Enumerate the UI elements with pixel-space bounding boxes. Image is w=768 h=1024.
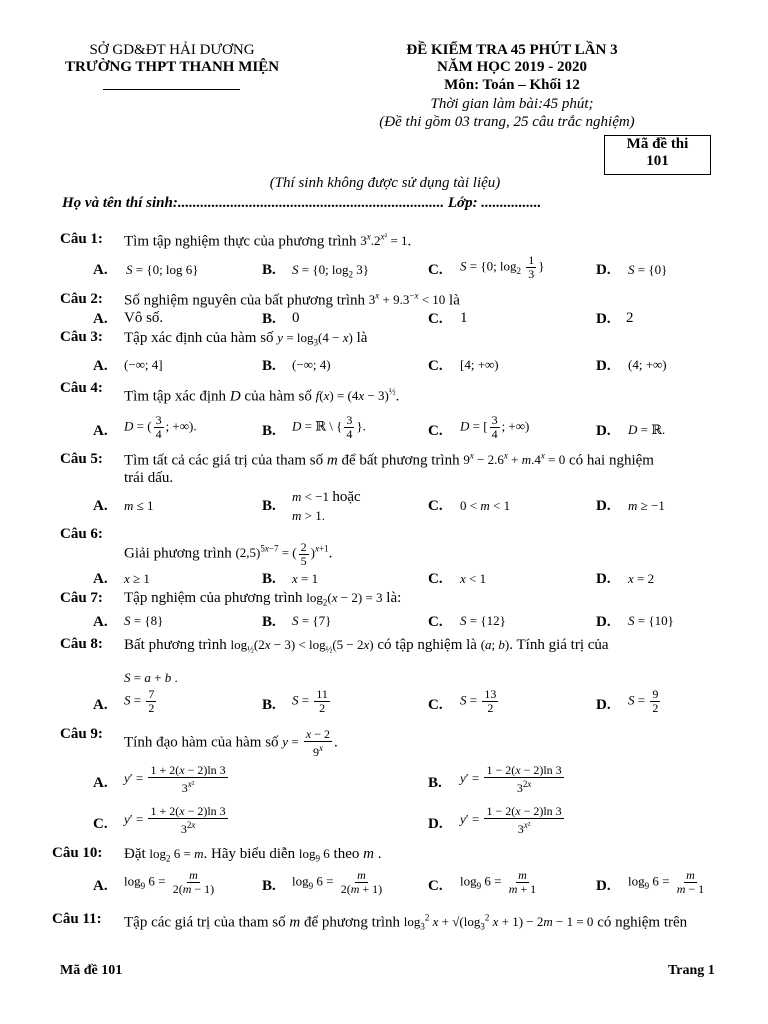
option-b-label: B. [262,498,276,514]
question-text: Tìm tập nghiệm thực của phương trình $3^x.2^{x^2} = 1$. [124,232,412,250]
option-c-label: C. [428,697,443,713]
school-name: TRƯỜNG THPT THANH MIỆN [64,59,280,75]
option-a: S = $\frac{7}{2}$ [124,687,155,715]
option-d-label: D. [596,571,611,587]
option-c-label: C. [428,262,443,278]
notice: (Thí sinh không được sử dụng tài liệu) [269,175,501,191]
question-label: Câu 2: [60,291,103,307]
option-d-label: D. [596,614,611,630]
option-d-label: D. [428,816,443,832]
option-b: y′ = $\frac{1 - 2(x - 2)\ln 3}{3^{2x}}$ [460,763,562,795]
option-b: m < −1 hoặc [292,489,361,505]
exam-title: ĐỀ KIỂM TRA 45 PHÚT LẦN 3 [406,42,618,58]
option-d: x = 2 [628,571,655,586]
option-d: $\log_9 6$ = $\frac{m}{m - 1}$ [628,868,705,896]
exam-code: 101 [646,153,669,169]
option-a: D = ( $\frac{3}{4}$ ; +∞). [124,413,197,441]
option-c: D = [ $\frac{3}{4}$ ; +∞) [460,413,530,441]
school-year: NĂM HỌC 2019 - 2020 [437,59,587,75]
option-c-label: C. [428,358,443,374]
option-d: S = $\frac{9}{2}$ [628,687,659,715]
question-text: Số nghiệm nguyên của bất phương trình $3^x + 9.3^{-x} < 10$ là [124,291,460,309]
footer-exam-code: Mã đề 101 [60,963,123,978]
option-d: S = {10} [628,613,674,628]
question-label: Câu 1: [60,231,103,247]
option-c: S = {0; $\log_2$ $\frac{1}{3}$ } [460,253,545,281]
option-b-label: B. [262,262,276,278]
option-c: y′ = $\frac{1 + 2(x - 2)\ln 3}{3^{2x}}$ [124,804,226,836]
question-label: Câu 3: [60,329,103,345]
candidate-name-line: Họ và tên thí sinh:....................................................................... Lớp: ................ [62,195,542,211]
option-a: (−∞; 4] [124,357,163,372]
option-d-label: D. [596,358,611,374]
footer-page-number: Trang 1 [668,963,715,978]
option-d-label: D. [596,498,611,514]
option-a: y′ = $\frac{1 + 2(x - 2)\ln 3}{3^{x^2}}$ [124,763,226,795]
option-b-label: B. [262,358,276,374]
question-text: Tập xác định của hàm số $y = \log_3(4 - x)$ là [124,330,368,348]
question-text-line2: S = a + b . [124,670,178,685]
option-c: x < 1 [460,571,487,586]
option-d-label: D. [596,423,611,439]
option-a: m ≤ 1 [124,498,154,513]
question-text: Tính đạo hàm của hàm số y = $\frac{x - 2}{9^x}$ . [124,727,338,759]
option-c: [4; +∞) [460,357,499,372]
question-label: Câu 8: [60,636,103,652]
question-text: Đặt $\log_2 6 = m$. Hãy biểu diễn $\log_9 6$ theo m . [124,846,382,864]
option-d-label: D. [596,878,611,894]
option-b-label: B. [262,878,276,894]
option-a-label: A. [93,697,108,713]
option-c-label: C. [428,311,443,327]
option-d: S = {0} [628,262,668,277]
question-label: Câu 7: [60,590,103,606]
option-c-label: C. [428,423,443,439]
option-d: 2 [626,310,634,326]
header-rule [103,89,240,90]
question-label: Câu 9: [60,726,103,742]
option-b: S = $\frac{11}{2}$ [292,687,328,715]
option-d: m ≥ −1 [628,498,665,513]
option-b-label: B. [262,614,276,630]
exam-time: Thời gian làm bài:45 phút; [430,96,594,112]
option-b: 0 [292,310,300,326]
question-text: Tập nghiệm của phương trình $\log_2(x - 2) = 3$ là: [124,590,402,608]
option-a: Vô số. [124,310,164,326]
question-text: Tìm tất cả các giá trị của tham số m để bất phương trình $9^x - 2.6^x + m.4^x = 0$ có hai nghiệm [124,451,654,469]
option-c: S = $\frac{13}{2}$ [460,687,497,715]
option-a-label: A. [93,423,108,439]
option-b-label: B. [262,423,276,439]
option-b: (−∞; 4) [292,357,331,372]
option-d: D = ℝ. [628,422,666,437]
option-b: $\log_9 6$ = $\frac{m}{2(m + 1)}$ [292,868,383,896]
question-label: Câu 5: [60,451,103,467]
option-d-label: D. [596,262,611,278]
option-c-label: C. [428,571,443,587]
option-d: y′ = $\frac{1 - 2(x - 2)\ln 3}{3^{x^2}}$ [460,804,562,836]
option-d-label: D. [596,697,611,713]
question-text: Giải phương trình $(2,5)^{5x-7}$ = ( $\frac{2}{5}$ )$^{x+1}$. [124,540,333,568]
option-b: D = ℝ \ { $\frac{3}{4}$ }. [292,413,366,441]
option-c: S = {12} [460,613,506,628]
department-name: SỞ GD&ĐT HẢI DƯƠNG [89,42,255,58]
option-a-label: A. [93,311,108,327]
option-c: $\log_9 6$ = $\frac{m}{m + 1}$ [460,868,537,896]
option-c: 0 < m < 1 [460,498,511,513]
option-b-label: B. [262,697,276,713]
option-a-label: A. [93,571,108,587]
question-text: Bất phương trình $\log_{\frac{1}{2}}(2x - 3) < \log_{\frac{1}{2}}(5 - 2x)$ có tập nghiệm là (a; b). Tính giá trị của [124,637,609,655]
option-a-label: A. [93,262,108,278]
option-b: S = {0; $\log_2 3$} [292,262,370,280]
exam-code-box [604,135,711,175]
option-a-label: A. [93,878,108,894]
option-d-label: D. [596,311,611,327]
question-text: Tìm tập xác định D của hàm số $f(x) = (4x - 3)^{\frac{1}{2}}$. [124,387,400,405]
option-a-label: A. [93,775,108,791]
option-a: $\log_9 6$ = $\frac{m}{2(m - 1)}$ [124,868,215,896]
question-text: Tập các giá trị của tham số m để phương trình $\log_3^2 x + √(\log_3^2$ x + 1) − 2m − 1 = 0 có nghiệm trên [124,913,688,932]
option-c-label: C. [428,498,443,514]
option-b-line2: m > 1. [292,508,325,523]
option-a-label: A. [93,358,108,374]
option-c-label: C. [428,614,443,630]
option-b-label: B. [428,775,442,791]
option-b: S = {7} [292,613,332,628]
question-label: Câu 11: [52,911,102,927]
option-b-label: B. [262,571,276,587]
option-c-label: C. [428,878,443,894]
option-a: S = {8} [124,613,164,628]
option-b-label: B. [262,311,276,327]
option-a-label: A. [93,498,108,514]
exam-code-label: Mã đề thi [626,136,689,152]
question-label: Câu 10: [52,845,103,861]
option-c-label: C. [93,816,108,832]
question-label: Câu 6: [60,526,103,542]
question-text-line2: trái dấu. [124,470,174,486]
option-a-label: A. [93,614,108,630]
question-label: Câu 4: [60,380,103,396]
option-d: (4; +∞) [628,357,667,372]
option-c: 1 [460,310,468,326]
exam-pages: (Đề thi gồm 03 trang, 25 câu trắc nghiệm) [379,114,635,130]
subject: Môn: Toán – Khối 12 [444,77,580,93]
option-a: x ≥ 1 [124,571,150,586]
option-a: S = {0; log 6} [126,262,199,277]
option-b: x = 1 [292,571,319,586]
